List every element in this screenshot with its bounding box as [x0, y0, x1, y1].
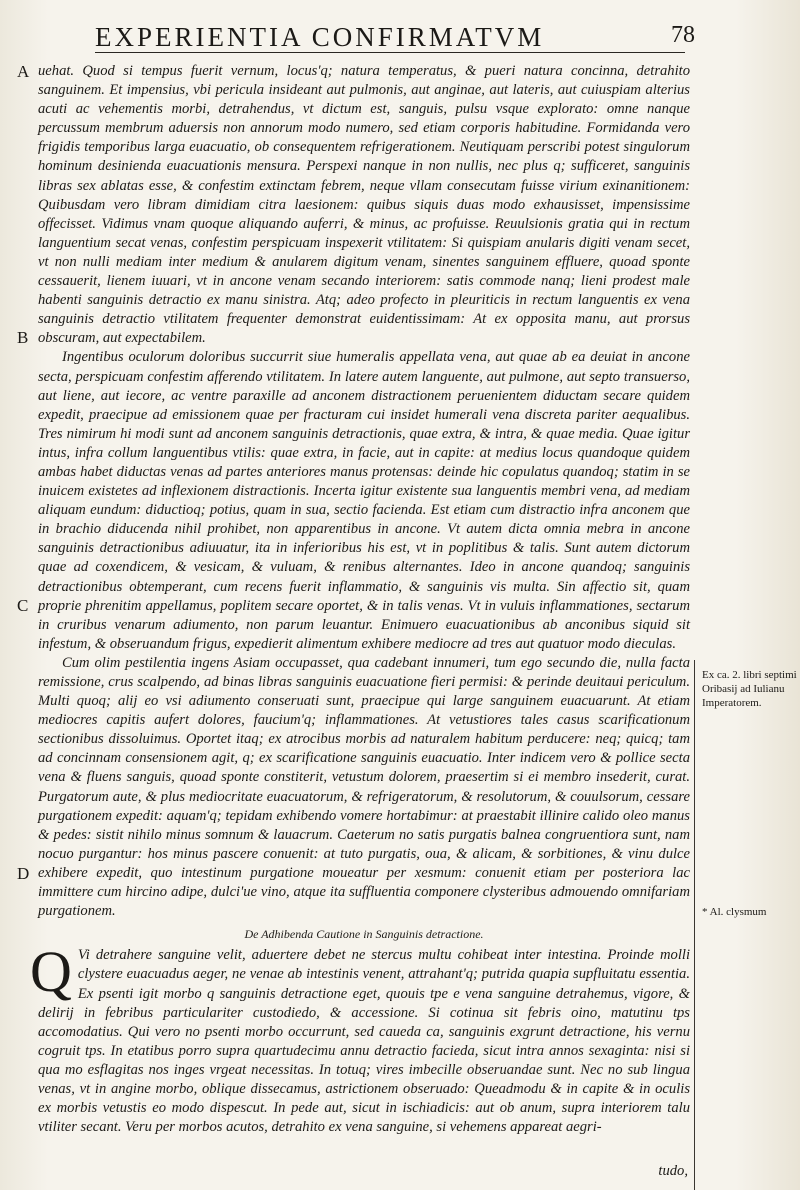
margin-note-source: Ex ca. 2. libri septimi Oribasij ad Iulianu Imperatorem.: [702, 669, 797, 709]
page-number: 78: [671, 22, 695, 48]
catchword: tudo,: [658, 1163, 688, 1179]
paragraph-4: [30, 939, 690, 1137]
main-text-column: [30, 62, 690, 1137]
drop-cap: Q: [30, 939, 72, 1005]
running-title: EXPERIENTIA CONFIRMATVM: [95, 22, 545, 52]
paragraph-4-text: Vi detrahere sanguine velit, aduertere debet ne stercus multu cohibeat inter intestina. Proinde molli clystere euacuadus aeger, ne venae ab intestinis venent, attrahant'q; putrida quapia supfluitatu essentia. Ex psenti igit morbo q sanguinis detractione eget, quouis tpe e vena sanguine detrahemus, vigore, & delirij in febribus particulariter custodiedo, & accessione. Si cotinua sit febris oino, matutinu tps accomodatius. Qui vero no psenti morbo occurrunt, sed caueda ca, sanguinis exgrunt detractione, his vernu cogruit tps. In etatibus porro supra quartudecimu annu detractio facieda, sicut intra annos sexaginta: nisi si qua mo esflagitas nos inges vrgeat necessitas. In totuq; vires imbecille obseruandae sunt. Nec no sub lingua venas, vt in angine morbo, oblique dissecamus, astrictionem obseruado: Queadmodu & in capite & in oculis ex morbis vetustis eo modo dispescut. In pede aut, sicut in ischiadicis: aut ob anum, supra interiorem talu vtiliter secant. Veru per morbos acutos, detrahito ex vena sanguine, si vehemens appareat aegri-: [38, 947, 690, 1136]
section-marker-a: A: [17, 62, 30, 81]
section-marker-d: D: [17, 864, 30, 883]
section-heading: De Adhibenda Cautione in Sanguinis detractione.: [244, 927, 484, 942]
margin-note-variant: * Al. clysmum: [702, 906, 767, 918]
paragraph-2: Ingentibus oculorum doloribus succurrit siue humeralis appellata vena, aut quae ab ea deuiat in ancone secta, perspicuam confestim afferendo vtilitatem. In latere autem languente, aut pulmone, aut septo transuerso, aut liene, aut iecore, ac ventre paraxille ad anconem distractionem peruenientem diductam secare quidem expedit, praecipue ad emissionem quae per fracturam cui insidet humerali vena discreta pariter aequalibus. Tres nimirum hi modi sunt ad anconem sanguinis detractionis, quae extra, & intra, & quae media. Quae igitur intus, infra collum languentibus vtilis: quae extra, in facie, aut in capite: at medius locus quandoque quidem ambas habet diductas venas ad partes anteriores manus protensas: deinde hic copulatus quandoq; statim in se inuicem existetes ad inflexionem distractionis. Incerta igitur existente sua languentis membri vena, ad mediam aliquam eundum: diductioq; potius, quam in sua, sectio facienda. Est etiam cum distractio infra anconem que in brachio diducenda nihil prohibet, non apparentibus in ancone. Vt autem dicta omnia mebra in ancone sanguinis detractionibus adiuuatur, ita in inferioribus his est, vt in poplitibus & talis. Sunt autem dictorum quae ad coxendicem, & vesicam, & vuluam, & renibus alternantes. Ideo in ancone quandoq; sanguinis detractionibus obtemperant, cum recens fuerit inflammatio, & sanguinis vis multa. Sin affectio sit, quam proprie phrenitim appellamus, poplitem secare oportet, & in talis venas. Vt in vuluis inflammationes, sectarum in cruribus venarum adiumento, non parum leuantur. Enimuero euacuationibus ab anconibus siquid sit infestum, & obseruandum frigus, expedierit alimentum exhibere mediocre ad tres aut quatuor modo dieculas.: [38, 349, 690, 652]
section-marker-c: C: [17, 596, 29, 615]
paragraph-1: uehat. Quod si tempus fuerit vernum, locus'q; natura temperatus, & pueri natura concinna, detrahito sanguinem. Et impensius, vbi pericula insideant aut pulmonis, aut anginae, aut lateris, aut cuiuspiam alterius acuti ac vehementis morbi, detrahendus, vt dictum est, sanguis, pulsu vsque explorato: omne nanque percussum membrum aduersis non annorum modo numero, sed etiam corporis habitudine. Formidanda vero frigidis temporibus larga euacuatio, ob consequentem refrigerationem. Neutiquam perscribi potest singulorum hominum desinienda euacuationis mensura. Perspexi nanque in non nullis, nec plus q; sufficeret, sanguinis libras sex ablatas esse, & confestim extinctam febrem, neque vllam consecutam fuisse virium exinanitionem: Quibusdam vero libram dimidiam citra laesionem: quibus siquis duas modo exhausisset, impensissime offecisset. Vidimus vnam quoque aliquando auferri, & minus, ac profuisse. Reuulsionis gratia qui in rectum languentium secat venas, confestim perspicuam inspexerit vtilitatem: Si quispiam anularis digiti venam secet, vt non nulli mediam inter medium & anularem digitum venam, sinentes sanguinem effluere, quoad sponte cessauerit, lienem iuuari, vt in ancone venam secando interiorem: satis commode nanq; lieni prodest male habenti sanguinis detractio ex manu sinistra. Atq; adeo profecto in pleuriticis in rectum languentis ex vena sanguinis detractio vtilitatem frequenter demonstrat euidentissimam: At ex opposita manu, aut prorsus obscuram, aut expectabilem.: [38, 63, 690, 347]
section-marker-b: B: [17, 328, 29, 347]
paragraph-3: Cum olim pestilentia ingens Asiam occupasset, qua cadebant innumeri, tum ego secundo die, nulla facta remissione, crus scalpendo, ad binas libras sanguinis euacuatione fieri permisi: & perinde deuitaui periculum. Multi quoq; alij eo vsi adiumento conseruati sunt, praecipue qui large sanguinem euacuarunt. At etiam mediocres capitis aufert dolores, faucium'q; inflammationes. At vetustiores tales casus scarificationum sectionibus dissoluimus. Oportet itaq; ex atrocibus morbis ad naturalem habitum perducere: neq; quicq; tam ad concinnam consensionem agit, q; ex scarificatione sanguinis euacuatio. Inter indicem vero & pollice secta vena & fluens sanguis, quoad sponte constiterit, vetustum dolorem, praesertim si ei membro insederit, curat. Purgatorum aute, & plus mediocritate euacuatorum, & refrigeratorum, & resolutorum, & couulsorum, cessare purgationem expedit: aquam'q; tepidam exhibendo vomere hortabimur: at praestabit illinire calido oleo manus & pedes: sistit nihilo minus somnum & lauacrum. Caeterum no satis purgatis balnea congruentiora sunt, nam nocuo purgantur: hos minus pascere conuenit: at tuto purgatis, oua, & alicam, & sorbitiones, & vinu dulce exhibere expedit, quo intestinum purgatione moueatur per xesmum: conuenit etiam per posteriora lac immittere cum hircino adipe, dulci'ue vino, atque ita suffluentia componere clysteribus admouendo omnifariam purgationem.: [38, 654, 690, 920]
margin-rule: [694, 660, 695, 1190]
page-header: [95, 20, 695, 60]
header-rule: [95, 52, 685, 53]
